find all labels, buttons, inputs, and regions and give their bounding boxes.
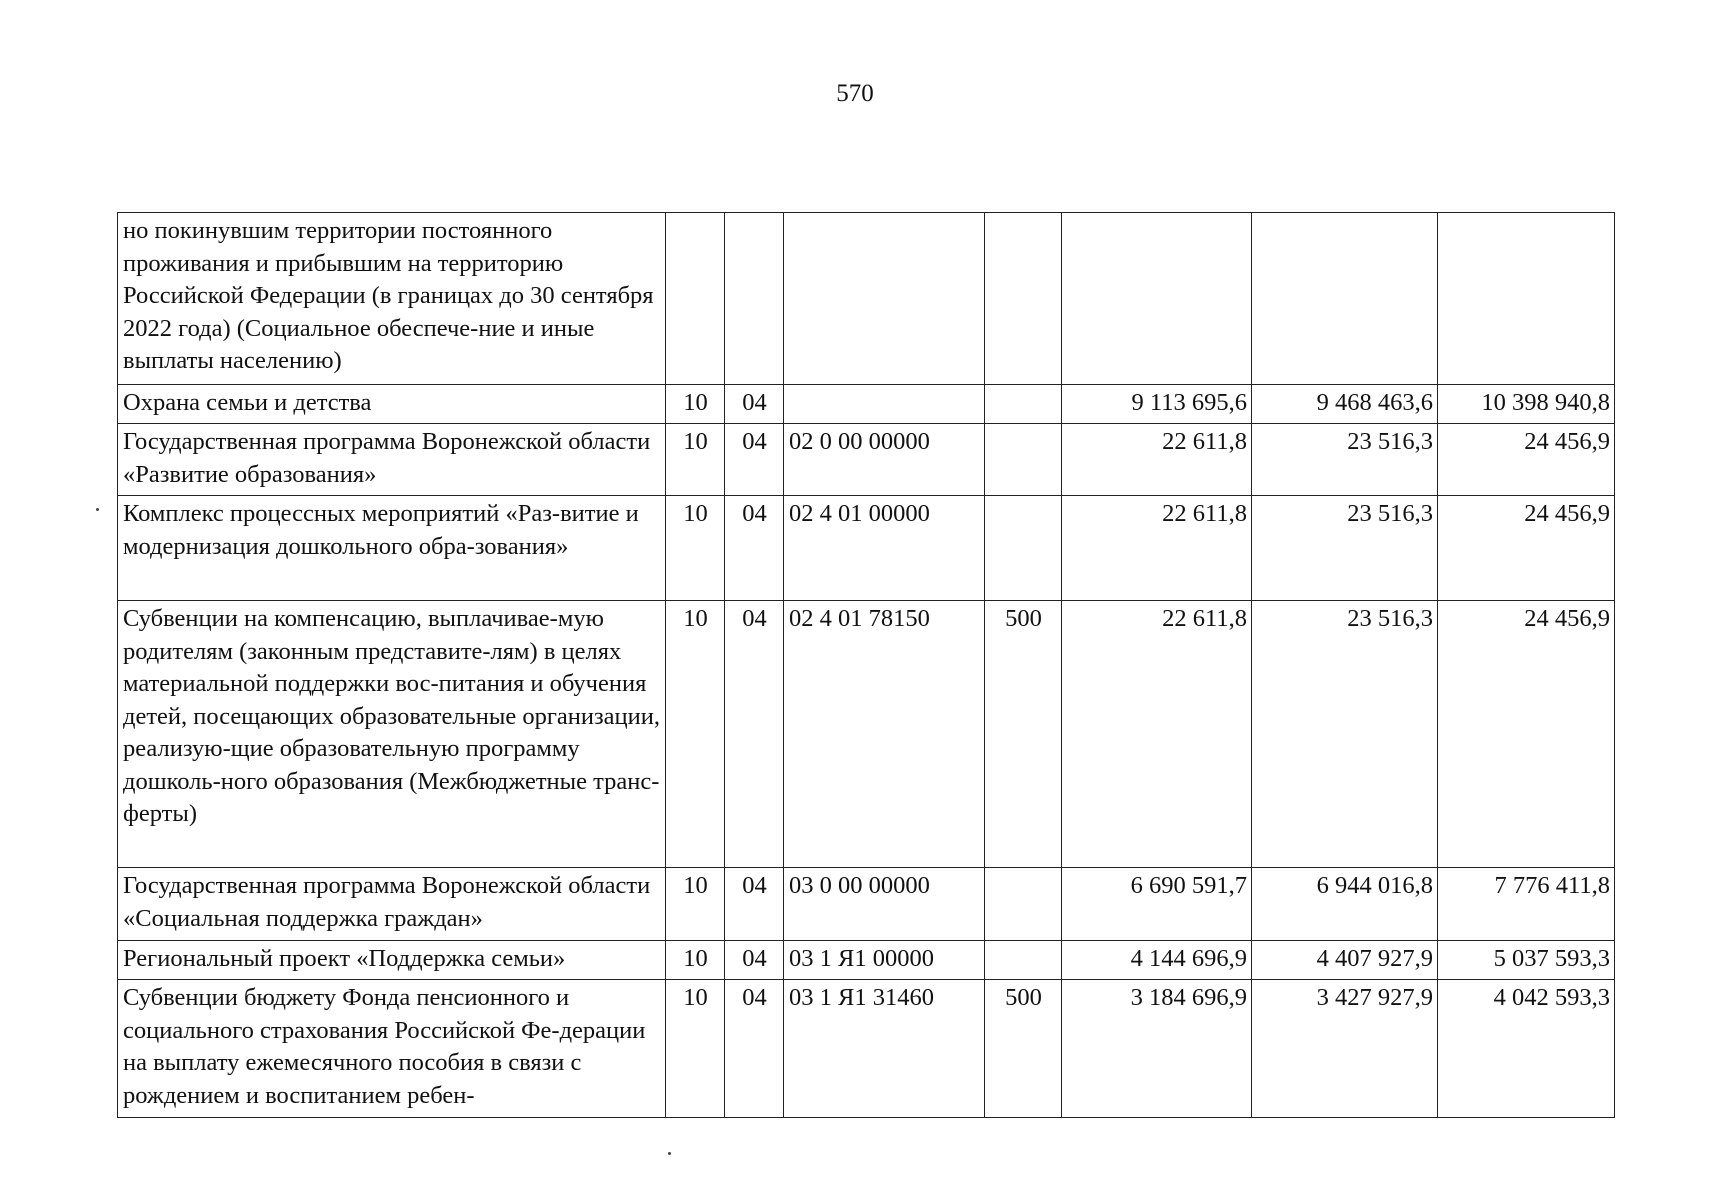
row-amount-1: 4 144 696,9 xyxy=(1062,941,1252,980)
row-pr: 04 xyxy=(725,385,784,424)
row-amount-3 xyxy=(1438,213,1615,385)
row-rz: 10 xyxy=(666,941,725,980)
row-vr xyxy=(985,385,1062,424)
row-pr: 04 xyxy=(725,868,784,941)
row-rz: 10 xyxy=(666,601,725,868)
row-csr: 02 4 01 78150 xyxy=(784,601,985,868)
row-rz xyxy=(666,213,725,385)
row-amount-1: 6 690 591,7 xyxy=(1062,868,1252,941)
row-vr xyxy=(985,868,1062,941)
row-amount-1: 22 611,8 xyxy=(1062,496,1252,601)
row-vr xyxy=(985,424,1062,496)
row-rz: 10 xyxy=(666,980,725,1118)
row-name: Субвенции бюджету Фонда пенсионного и социального страхования Российской Фе-дерации на выплату ежемесячного пособия в связи с рождением и воспитанием ребен- xyxy=(118,980,666,1118)
row-pr: 04 xyxy=(725,424,784,496)
row-csr xyxy=(784,213,985,385)
row-amount-2: 9 468 463,6 xyxy=(1252,385,1438,424)
row-rz: 10 xyxy=(666,496,725,601)
row-vr xyxy=(985,496,1062,601)
table-row xyxy=(118,213,1615,385)
row-amount-3: 24 456,9 xyxy=(1438,496,1615,601)
row-amount-2 xyxy=(1252,213,1438,385)
row-name: Региональный проект «Поддержка семьи» xyxy=(118,941,666,980)
row-amount-3: 4 042 593,3 xyxy=(1438,980,1615,1118)
row-rz: 10 xyxy=(666,424,725,496)
row-amount-2: 23 516,3 xyxy=(1252,496,1438,601)
row-csr: 03 0 00 00000 xyxy=(784,868,985,941)
row-amount-3: 5 037 593,3 xyxy=(1438,941,1615,980)
table-row xyxy=(118,385,1615,424)
row-pr: 04 xyxy=(725,941,784,980)
row-pr: 04 xyxy=(725,496,784,601)
row-amount-1: 22 611,8 xyxy=(1062,601,1252,868)
table-row xyxy=(118,601,1615,868)
row-pr: 04 xyxy=(725,601,784,868)
row-amount-2: 23 516,3 xyxy=(1252,601,1438,868)
row-amount-1: 3 184 696,9 xyxy=(1062,980,1252,1118)
row-csr: 02 4 01 00000 xyxy=(784,496,985,601)
row-name: Охрана семьи и детства xyxy=(118,385,666,424)
row-name: Государственная программа Воронежской области «Социальная поддержка граждан» xyxy=(118,868,666,941)
row-name: Государственная программа Воронежской области «Развитие образования» xyxy=(118,424,666,496)
row-vr xyxy=(985,941,1062,980)
row-name: Комплекс процессных мероприятий «Раз-витие и модернизация дошкольного обра-зования» xyxy=(118,496,666,601)
row-name: Субвенции на компенсацию, выплачивае-мую родителям (законным представите-лям) в целях материальной поддержки вос-питания и обучения детей, посещающих образовательные организации, реализую-щие образовательную программу дошколь-ного образования (Межбюджетные транс-ферты) xyxy=(118,601,666,868)
row-name: но покинувшим территории постоянного проживания и прибывшим на территорию Российской Федерации (в границах до 30 сентября 2022 года) (Социальное обеспече-ние и иные выплаты населению) xyxy=(118,213,666,385)
row-csr: 03 1 Я1 00000 xyxy=(784,941,985,980)
row-amount-3: 10 398 940,8 xyxy=(1438,385,1615,424)
table-row xyxy=(118,424,1615,496)
row-amount-1: 9 113 695,6 xyxy=(1062,385,1252,424)
row-pr xyxy=(725,213,784,385)
row-amount-2: 3 427 927,9 xyxy=(1252,980,1438,1118)
table-row xyxy=(118,941,1615,980)
row-csr: 02 0 00 00000 xyxy=(784,424,985,496)
scan-speck xyxy=(668,1152,671,1155)
row-amount-3: 24 456,9 xyxy=(1438,424,1615,496)
row-amount-2: 4 407 927,9 xyxy=(1252,941,1438,980)
row-csr: 03 1 Я1 31460 xyxy=(784,980,985,1118)
row-rz: 10 xyxy=(666,868,725,941)
row-csr xyxy=(784,385,985,424)
table-row xyxy=(118,868,1615,941)
row-vr: 500 xyxy=(985,601,1062,868)
row-amount-1: 22 611,8 xyxy=(1062,424,1252,496)
row-pr: 04 xyxy=(725,980,784,1118)
row-vr: 500 xyxy=(985,980,1062,1118)
row-amount-3: 24 456,9 xyxy=(1438,601,1615,868)
row-amount-2: 6 944 016,8 xyxy=(1252,868,1438,941)
scan-speck xyxy=(96,508,99,511)
table-row xyxy=(118,496,1615,601)
page-number: 570 xyxy=(836,80,874,107)
row-amount-3: 7 776 411,8 xyxy=(1438,868,1615,941)
row-amount-1 xyxy=(1062,213,1252,385)
table-row xyxy=(118,980,1615,1118)
row-rz: 10 xyxy=(666,385,725,424)
row-amount-2: 23 516,3 xyxy=(1252,424,1438,496)
budget-table xyxy=(117,212,1615,1118)
row-vr xyxy=(985,213,1062,385)
